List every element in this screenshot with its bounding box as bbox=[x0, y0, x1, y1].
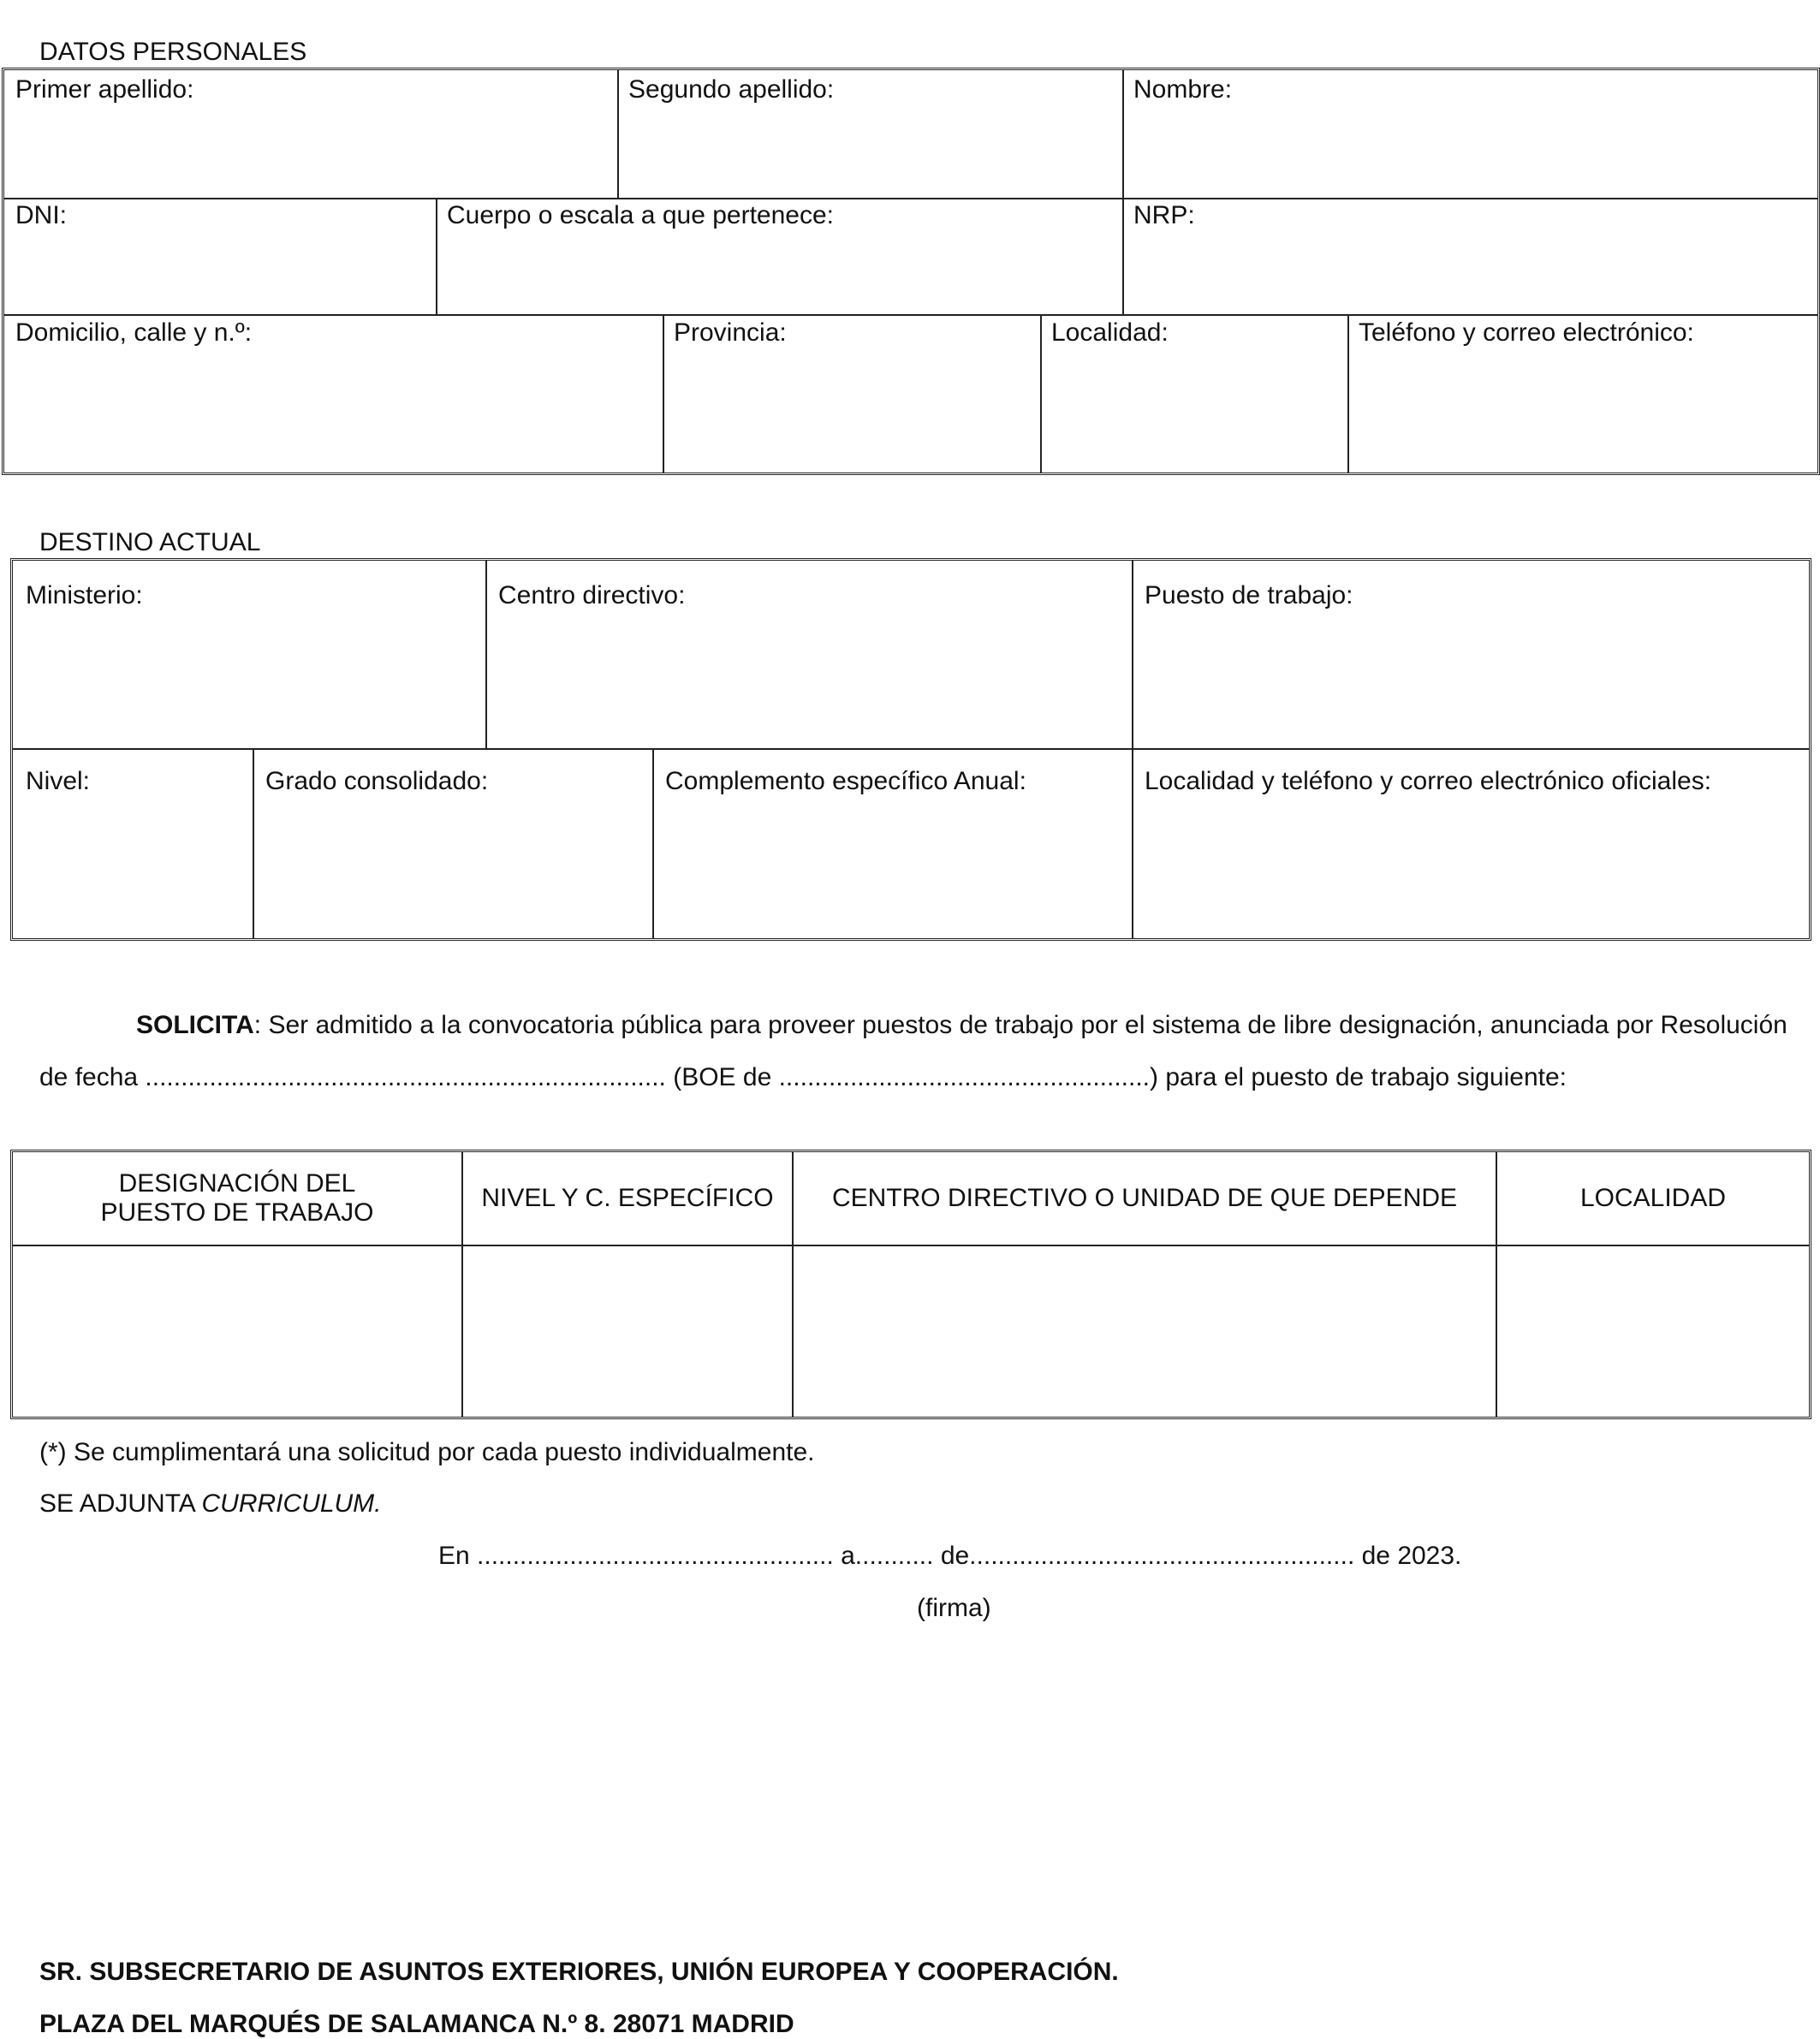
note-adjunta bbox=[39, 1489, 382, 1519]
input-designacion[interactable] bbox=[13, 1246, 461, 1417]
footer-addressee: SR. SUBSECRETARIO DE ASUNTOS EXTERIORES, UNIÓN EUROPEA Y COOPERACIÓN. bbox=[39, 1958, 1119, 1986]
header-centro-directivo: CENTRO DIRECTIVO O UNIDAD DE QUE DEPENDE bbox=[831, 1184, 1458, 1212]
col-divider bbox=[1122, 70, 1124, 198]
header-localidad: LOCALIDAD bbox=[1579, 1184, 1727, 1212]
input-centro-directivo[interactable] bbox=[794, 1246, 1496, 1417]
solicita-text: : Ser admitido a la convocatoria pública para proveer puestos de trabajo por el sistema de libre designación, anunciada por Resolución bbox=[253, 1011, 1787, 1039]
col-divider bbox=[436, 198, 437, 314]
section-title-datos-personales: DATOS PERSONALES bbox=[39, 38, 307, 66]
col-divider bbox=[617, 70, 619, 198]
field-segundo-apellido[interactable]: Segundo apellido: bbox=[628, 75, 835, 104]
field-centro-directivo[interactable]: Centro directivo: bbox=[498, 581, 686, 609]
adjunta-curriculum: CURRICULUM. bbox=[201, 1489, 382, 1518]
input-localidad[interactable] bbox=[1497, 1246, 1809, 1417]
field-nombre[interactable]: Nombre: bbox=[1133, 75, 1233, 104]
col-divider bbox=[1132, 561, 1133, 748]
field-puesto-trabajo[interactable]: Puesto de trabajo: bbox=[1145, 581, 1353, 609]
field-nivel[interactable]: Nivel: bbox=[26, 767, 91, 795]
destino-actual-table bbox=[10, 558, 1811, 941]
row-divider bbox=[13, 748, 1809, 750]
field-complemento-especifico[interactable]: Complemento específico Anual: bbox=[665, 767, 1026, 795]
field-provincia[interactable]: Provincia: bbox=[674, 318, 787, 347]
col-divider bbox=[1347, 314, 1349, 473]
field-localidad[interactable]: Localidad: bbox=[1051, 318, 1169, 347]
col-divider bbox=[1040, 314, 1042, 473]
solicita-label: SOLICITA bbox=[136, 1011, 254, 1039]
col-divider bbox=[652, 748, 654, 938]
row-divider bbox=[4, 314, 1817, 316]
note-one-per-post: (*) Se cumplimentará una solicitud por cada puesto individualmente. bbox=[39, 1438, 815, 1466]
solicita-line-1 bbox=[136, 1011, 1787, 1040]
field-nrp[interactable]: NRP: bbox=[1133, 201, 1195, 229]
col-divider bbox=[253, 748, 254, 938]
field-domicilio[interactable]: Domicilio, calle y n.º: bbox=[15, 318, 253, 347]
col-divider bbox=[485, 561, 487, 748]
col-divider bbox=[1122, 198, 1124, 314]
field-dni[interactable]: DNI: bbox=[15, 201, 67, 229]
field-primer-apellido[interactable]: Primer apellido: bbox=[15, 75, 194, 104]
firma-label: (firma) bbox=[917, 1594, 991, 1622]
date-line: En .................................................. a........... de...................................................... de 2023. bbox=[438, 1542, 1462, 1570]
field-cuerpo-escala[interactable]: Cuerpo o escala a que pertenece: bbox=[447, 201, 834, 229]
field-ministerio[interactable]: Ministerio: bbox=[26, 581, 143, 609]
field-grado-consolidado[interactable]: Grado consolidado: bbox=[265, 767, 489, 795]
input-nivel[interactable] bbox=[463, 1246, 792, 1417]
solicita-line-2: de fecha ......................................................................... (BOE de ....................................................) para el puesto de trabajo siguiente: bbox=[39, 1063, 1567, 1091]
footer-address: PLAZA DEL MARQUÉS DE SALAMANCA N.º 8. 28071 MADRID bbox=[39, 2010, 794, 2038]
puesto-table bbox=[10, 1150, 1811, 1419]
header-designacion: DESIGNACIÓN DEL PUESTO DE TRABAJO bbox=[100, 1169, 374, 1227]
adjunta-prefix: SE ADJUNTA bbox=[39, 1489, 202, 1518]
col-divider bbox=[1132, 748, 1133, 938]
field-localidad-oficial[interactable]: Localidad y teléfono y correo electrónico oficiales: bbox=[1145, 767, 1712, 795]
datos-personales-table bbox=[2, 68, 1820, 475]
field-telefono-correo[interactable]: Teléfono y correo electrónico: bbox=[1359, 318, 1694, 347]
col-divider bbox=[663, 314, 664, 473]
section-title-destino-actual: DESTINO ACTUAL bbox=[39, 528, 261, 556]
header-nivel: NIVEL Y C. ESPECÍFICO bbox=[481, 1184, 774, 1212]
row-divider bbox=[4, 198, 1817, 199]
